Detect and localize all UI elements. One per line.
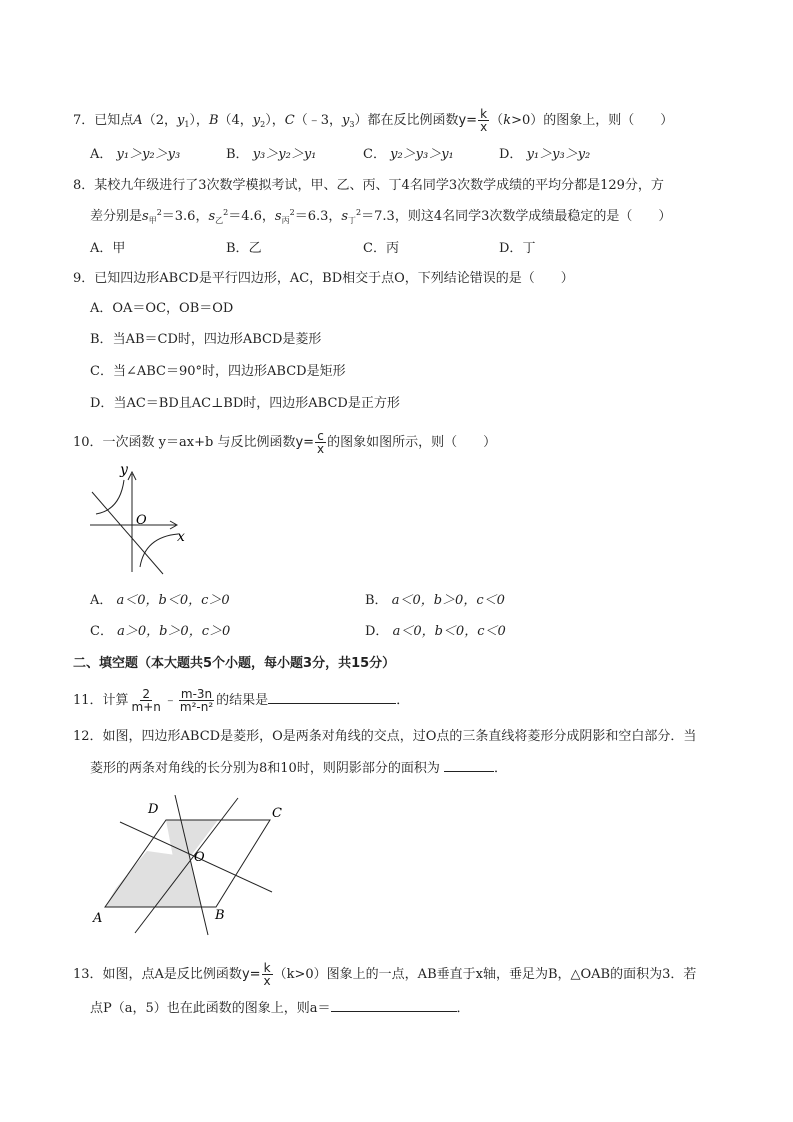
q9-option-d[interactable]: D．当AC＝BD且AC⊥BD时，四边形ABCD是正方形 <box>90 396 400 411</box>
hyperbola-branch-left <box>96 480 124 514</box>
q10-fraction: $\frac{c}{x}$ <box>317 429 325 456</box>
q12-stem-line2: 菱形的两条对角线的长分别为8和10时，则阴影部分的面积为 ． <box>90 761 507 776</box>
q10-graph <box>88 462 193 580</box>
q13-answer-blank[interactable] <box>331 1011 457 1012</box>
q8-option-c[interactable]: C．丙 <box>363 241 399 256</box>
q11-fraction-2: $\frac{m-3n}{\text{m²-n²}}$ <box>179 687 214 714</box>
q10-option-b[interactable]: B． a＜0，b＞0，c＜0 <box>365 593 505 608</box>
vertex-b-label: B <box>215 908 225 923</box>
q7-option-a[interactable]: A． y₁＞y₂＞y₃ <box>90 147 181 162</box>
q8-stem-line2: 差分别是$s_甲^2=3.6$，$s_乙^2=4.6$，$s_丙^2=6.3$，$s_丁^2=7.3$，则这4名同学3次数学成绩最稳定的是（ ） <box>90 208 672 225</box>
q9-option-a[interactable]: A．OA＝OC，OB＝OD <box>90 301 234 316</box>
q12-stem-line1: 12．如图，四边形ABCD是菱形，O是两条对角线的交点，过O点的三条直线将菱形分成阴影和空白部分．当 <box>73 729 697 744</box>
q9-option-c[interactable]: C．当∠ABC＝90°时，四边形ABCD是矩形 <box>90 364 346 379</box>
vertex-c-label: C <box>272 806 282 821</box>
q8-option-b[interactable]: B．乙 <box>226 241 262 256</box>
q12-answer-blank[interactable] <box>444 771 494 772</box>
q7-stem: 7．已知点A（2，$y_1$），B（4，$y_2$），C（﹣3，$y_3$）都在反比例函数y= $\frac{k}{x}$ （k>0）的图象上，则（ ） <box>73 107 674 134</box>
q7-fraction: $\frac{k}{x}$ <box>480 107 488 134</box>
vertex-d-label: D <box>148 802 159 817</box>
hyperbola-branch-right <box>140 534 178 567</box>
y-axis-label: y <box>120 462 128 478</box>
q10-option-c[interactable]: C． a＞0，b＞0，c＞0 <box>90 624 231 639</box>
q7-option-b[interactable]: B． y₃＞y₂＞y₁ <box>226 147 317 162</box>
q9-option-b[interactable]: B．当AB＝CD时，四边形ABCD是菱形 <box>90 332 322 347</box>
origin-label: O <box>136 513 147 528</box>
x-axis-label: x <box>177 529 185 545</box>
q10-option-a[interactable]: A． a＜0，b＜0，c＞0 <box>90 593 230 608</box>
q13-stem-line2: 点P（a，5）也在此函数的图象上，则a＝ ． <box>90 1001 470 1016</box>
section-heading-fill-blank: 二、填空题（本大题共5个小题，每小题3分，共15分） <box>73 656 396 671</box>
q9-stem: 9．已知四边形ABCD是平行四边形，AC，BD相交于点O，下列结论错误的是（ ） <box>73 271 574 286</box>
linear-function-line <box>92 492 163 574</box>
q13-stem-line1: 13．如图，点A是反比例函数y= $\frac{k}{x}$ （k>0）图象上的一点，AB垂直于x轴，垂足为B，△OAB的面积为3．若 <box>73 961 697 988</box>
q7-option-c[interactable]: C． y₂＞y₃＞y₁ <box>363 147 454 162</box>
q11-answer-blank[interactable] <box>268 703 396 704</box>
q8-option-d[interactable]: D．丁 <box>499 241 536 256</box>
q10-option-d[interactable]: D． a＜0，b＜0，c＜0 <box>365 624 506 639</box>
q7-option-d[interactable]: D． y₁＞y₃＞y₂ <box>499 147 591 162</box>
q13-fraction: $\frac{k}{x}$ <box>263 961 271 988</box>
q12-rhombus-figure <box>90 795 290 945</box>
shaded-region-top <box>166 820 218 857</box>
q11-fraction-1: $\frac{2}{m+n}$ <box>131 687 161 714</box>
q8-stem-line1: 8．某校九年级进行了3次数学模拟考试，甲、乙、丙、丁4名同学3次数学成绩的平均分都是129分，方 <box>73 178 664 193</box>
q10-stem: 10．一次函数 y＝ax+b 与反比例函数y= $\frac{c}{x}$ 的图象如图所示，则（ ） <box>73 429 497 456</box>
vertex-a-label: A <box>93 911 103 926</box>
q8-option-a[interactable]: A．甲 <box>90 241 126 256</box>
q11-stem: 11．计算 $\frac{2}{m+n}$ ﹣ $\frac{m-3n}{\text{m²-n²}}$ 的结果是 ． <box>73 687 410 714</box>
center-o-label: O <box>194 850 205 865</box>
